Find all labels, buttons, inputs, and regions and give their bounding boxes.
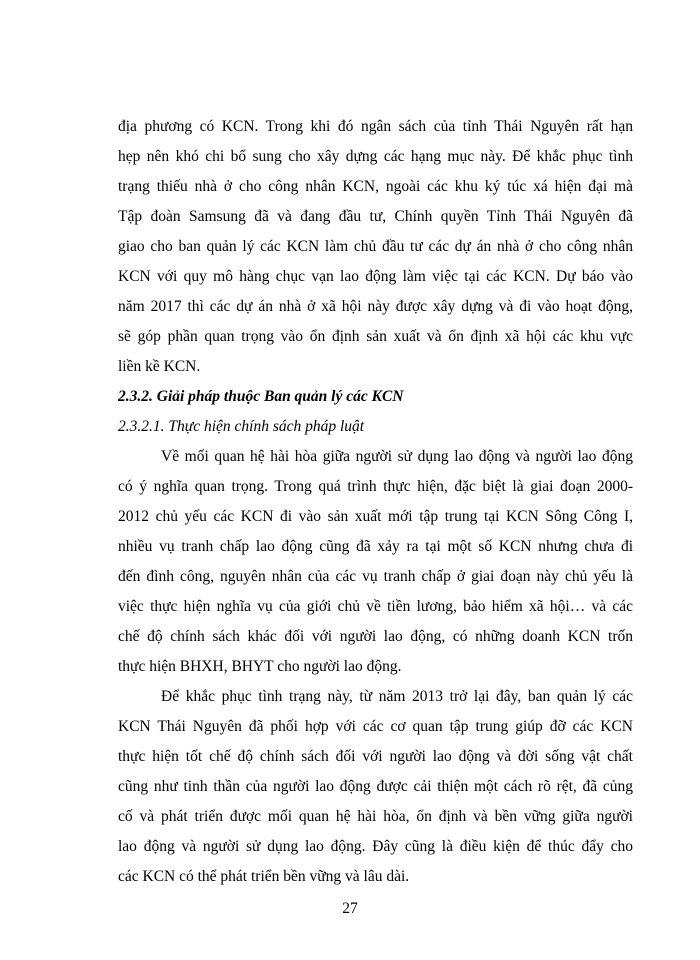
text-line: năm 2017 thì các dự án nhà ở xã hội này được xây dựng và đi vào hoạt động,: [118, 298, 633, 315]
text-line: thực hiện BHXH, BHYT cho người lao động.: [118, 658, 402, 675]
text-line: Về mối quan hệ hài hòa giữa người sử dụng lao động và người lao động: [161, 448, 633, 465]
section-heading: 2.3.2. Giải pháp thuộc Ban quản lý các KCN: [118, 388, 404, 405]
document-body: [118, 112, 633, 892]
text-line: liền kề KCN.: [118, 358, 201, 375]
text-line: Tập đoàn Samsung đã và đang đầu tư, Chính quyền Tỉnh Thái Nguyên đã: [118, 208, 633, 225]
text-line: cố và phát triển được mối quan hệ hài hòa, ổn định và bền vững giữa người: [118, 808, 633, 825]
text-line: giao cho ban quản lý các KCN làm chủ đầu tư các dự án nhà ở cho công nhân: [118, 238, 633, 255]
text-line: trạng thiếu nhà ở cho công nhân KCN, ngoài các khu ký túc xá hiện đại mà: [118, 178, 633, 195]
text-line: lao động và người sử dụng lao động. Đây cũng là điều kiện để thúc đẩy cho: [118, 838, 633, 855]
text-line: các KCN có thể phát triển bền vững và lâu dài.: [118, 868, 410, 885]
text-line: việc thực hiện nghĩa vụ của giới chủ về tiền lương, bảo hiểm xã hội… và các: [118, 598, 633, 615]
text-line: cũng như tinh thần của người lao động được cải thiện một cách rõ rệt, đã củng: [118, 778, 633, 795]
text-line: 2012 chủ yếu các KCN đi vào sản xuất mới tập trung tại KCN Sông Công I,: [118, 508, 633, 525]
text-line: có ý nghĩa quan trọng. Trong quá trình thực hiện, đặc biệt là giai đoạn 2000-: [118, 478, 633, 495]
text-line: chế độ chính sách khác đối với người lao động, có những doanh KCN trốn: [118, 628, 633, 645]
subsection-heading: 2.3.2.1. Thực hiện chính sách pháp luật: [118, 418, 365, 435]
paragraph-2: [118, 442, 633, 682]
text-line: KCN Thái Nguyên đã phối hợp với các cơ quan tập trung giúp đỡ các KCN: [118, 718, 633, 735]
paragraph-3: [118, 682, 633, 892]
text-line: thực hiện tốt chế độ chính sách đối với người lao động và đời sống vật chất: [118, 748, 633, 765]
paragraph-1: [118, 112, 633, 382]
text-line: sẽ góp phần quan trọng vào ổn định sản xuất và ổn định xã hội các khu vực: [118, 328, 633, 345]
text-line: hẹp nên khó chi bổ sung cho xây dựng các hạng mục này. Để khắc phục tình: [118, 148, 633, 165]
text-line: đến đình công, nguyên nhân của các vụ tranh chấp ở giai đoạn này chủ yếu là: [118, 568, 633, 585]
page-number: 27: [342, 900, 358, 917]
text-line: KCN với quy mô hàng chục vạn lao động làm việc tại các KCN. Dự báo vào: [118, 268, 633, 285]
text-line: địa phương có KCN. Trong khi đó ngân sách của tỉnh Thái Nguyên rất hạn: [118, 118, 633, 135]
text-line: Để khắc phục tình trạng này, từ năm 2013 trở lại đây, ban quản lý các: [161, 688, 633, 705]
text-line: nhiều vụ tranh chấp lao động cũng đã xảy ra tại một số KCN nhưng chưa đi: [118, 538, 633, 555]
